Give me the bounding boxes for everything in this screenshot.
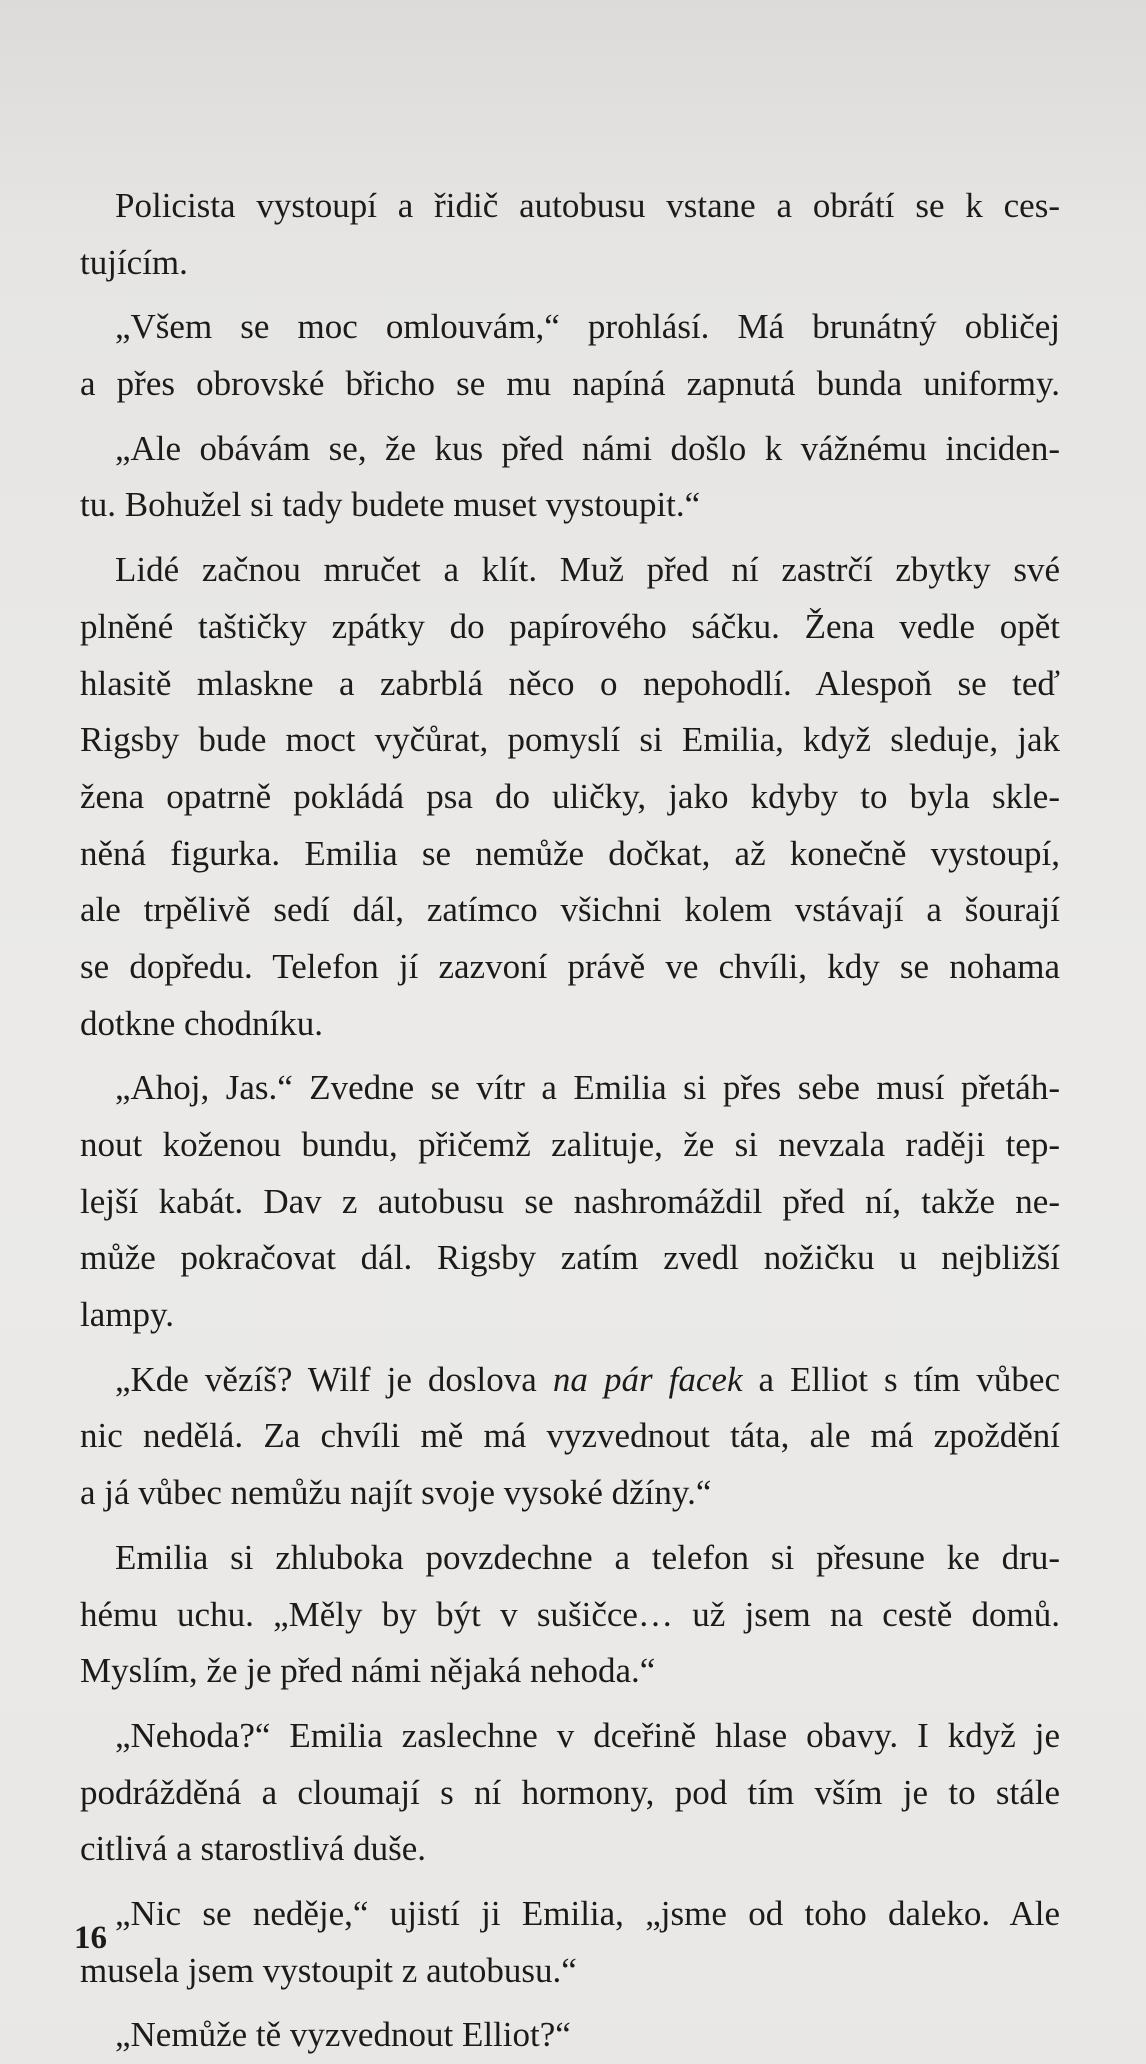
paragraph-gap (80, 1700, 1060, 1708)
text-line (80, 1230, 1060, 1287)
text-run: Rigsby bude moct vyčůrat, pomyslí si Emilia, když sleduje, jak (80, 720, 1060, 760)
text-line (80, 939, 1060, 996)
text-line (80, 477, 1060, 534)
text-line (80, 421, 1060, 478)
text-line (80, 1465, 1060, 1522)
text-run: a přes obrovské břicho se mu napíná zapnutá bunda uniformy. (80, 364, 1060, 404)
text-line (80, 882, 1060, 939)
text-line (80, 542, 1060, 599)
text-line (80, 1587, 1060, 1644)
text-line (80, 1643, 1060, 1700)
text-line (80, 1408, 1060, 1465)
text-run: „Kde vězíš? Wilf je doslova (115, 1359, 553, 1399)
text-line (80, 235, 1060, 292)
text-line (80, 769, 1060, 826)
text-line (80, 299, 1060, 356)
text-line (80, 1060, 1060, 1117)
text-run: se dopředu. Telefon jí zazvoní právě ve chvíli, kdy se nohama (80, 946, 1060, 986)
text-run: Policista vystoupí a řidič autobusu vstane a obrátí se k ces- (115, 186, 1060, 225)
text-line (80, 1821, 1060, 1878)
text-line (80, 2007, 1060, 2064)
text-run: „Ahoj, Jas.“ Zvedne se vítr a Emilia si přes sebe musí přetáh- (115, 1068, 1060, 1108)
paragraph-gap (80, 1999, 1060, 2007)
text-run: „Nehoda?“ Emilia zaslechne v dceřině hlase obavy. I když je (115, 1715, 1060, 1755)
paragraph-gap (80, 1522, 1060, 1530)
text-run: a Elliot s tím vůbec (742, 1359, 1060, 1399)
text-run: musela jsem vystoupit z autobusu.“ (80, 1950, 577, 1990)
text-run: Lidé začnou mručet a klít. Muž před ní zastrčí zbytky své (115, 550, 1060, 590)
text-line (80, 1117, 1060, 1174)
text-run: lampy. (80, 1295, 174, 1335)
text-line (80, 599, 1060, 656)
text-run: Myslím, že je před námi nějaká nehoda.“ (80, 1651, 656, 1691)
text-run: plněné taštičky zpátky do papírového sáčku. Žena vedle opět (80, 606, 1060, 646)
text-run: žena opatrně pokládá psa do uličky, jako kdyby to byla skle- (80, 776, 1060, 816)
text-line (80, 1174, 1060, 1231)
text-line (80, 1943, 1060, 2000)
text-run: „Ale obávám se, že kus před námi došlo k vážnému inciden- (115, 428, 1060, 468)
paragraph-gap (80, 1052, 1060, 1060)
text-run: něná figurka. Emilia se nemůže dočkat, až konečně vystoupí, (80, 833, 1060, 873)
text-run: může pokračovat dál. Rigsby zatím zvedl nožičku u nejbližší (80, 1238, 1060, 1278)
text-run: a já vůbec nemůžu najít svoje vysoké džíny.“ (80, 1473, 712, 1513)
text-line (80, 1287, 1060, 1344)
text-run: nic nedělá. Za chvíli mě má vyzvednout táta, ale má zpoždění (80, 1416, 1060, 1456)
text-run: Emilia si zhluboka povzdechne a telefon si přesune ke dru- (115, 1537, 1060, 1577)
text-line (80, 712, 1060, 769)
text-line (80, 356, 1060, 413)
text-run: nout koženou bundu, přičemž zalituje, že si nevzala raději tep- (80, 1125, 1060, 1164)
text-line (80, 178, 1060, 235)
body-text (80, 178, 1060, 2064)
text-run: tu. Bohužel si tady budete muset vystoupit.“ (80, 485, 701, 525)
emphasis-text: na pár facek (552, 1359, 743, 1399)
paragraph-gap (80, 1878, 1060, 1886)
paragraph-gap (80, 534, 1060, 542)
paragraph-gap (80, 413, 1060, 421)
paragraph-gap (80, 1344, 1060, 1352)
text-line (80, 826, 1060, 883)
text-run: tujícím. (80, 242, 188, 282)
text-run: hlasitě mlaskne a zabrblá něco o nepohodlí. Alespoň se teď (80, 663, 1060, 703)
text-run: ale trpělivě sedí dál, zatímco všichni kolem vstávají a šourají (80, 890, 1060, 930)
text-line (80, 996, 1060, 1053)
text-run: podrážděná a cloumají s ní hormony, pod tím vším je to stále (80, 1772, 1060, 1812)
text-line (80, 1352, 1060, 1409)
paragraph-gap (80, 291, 1060, 299)
text-run: lejší kabát. Dav z autobusu se nashromáždil před ní, takže ne- (80, 1181, 1060, 1221)
page-number: 16 (74, 1920, 107, 1956)
text-run: dotkne chodníku. (80, 1003, 324, 1043)
text-run: „Všem se moc omlouvám,“ prohlásí. Má brunátný obličej (115, 307, 1060, 347)
text-line (80, 1765, 1060, 1822)
text-run: citlivá a starostlivá duše. (80, 1829, 427, 1869)
text-line (80, 1708, 1060, 1765)
text-run: „Nemůže tě vyzvednout Elliot?“ (115, 2015, 571, 2055)
text-line (80, 656, 1060, 713)
text-run: hému uchu. „Měly by být v sušičce… už jsem na cestě domů. (80, 1594, 1060, 1634)
text-line (80, 1886, 1060, 1943)
text-run: „Nic se neděje,“ ujistí ji Emilia, „jsme od toho daleko. Ale (115, 1893, 1060, 1933)
text-line (80, 1530, 1060, 1587)
